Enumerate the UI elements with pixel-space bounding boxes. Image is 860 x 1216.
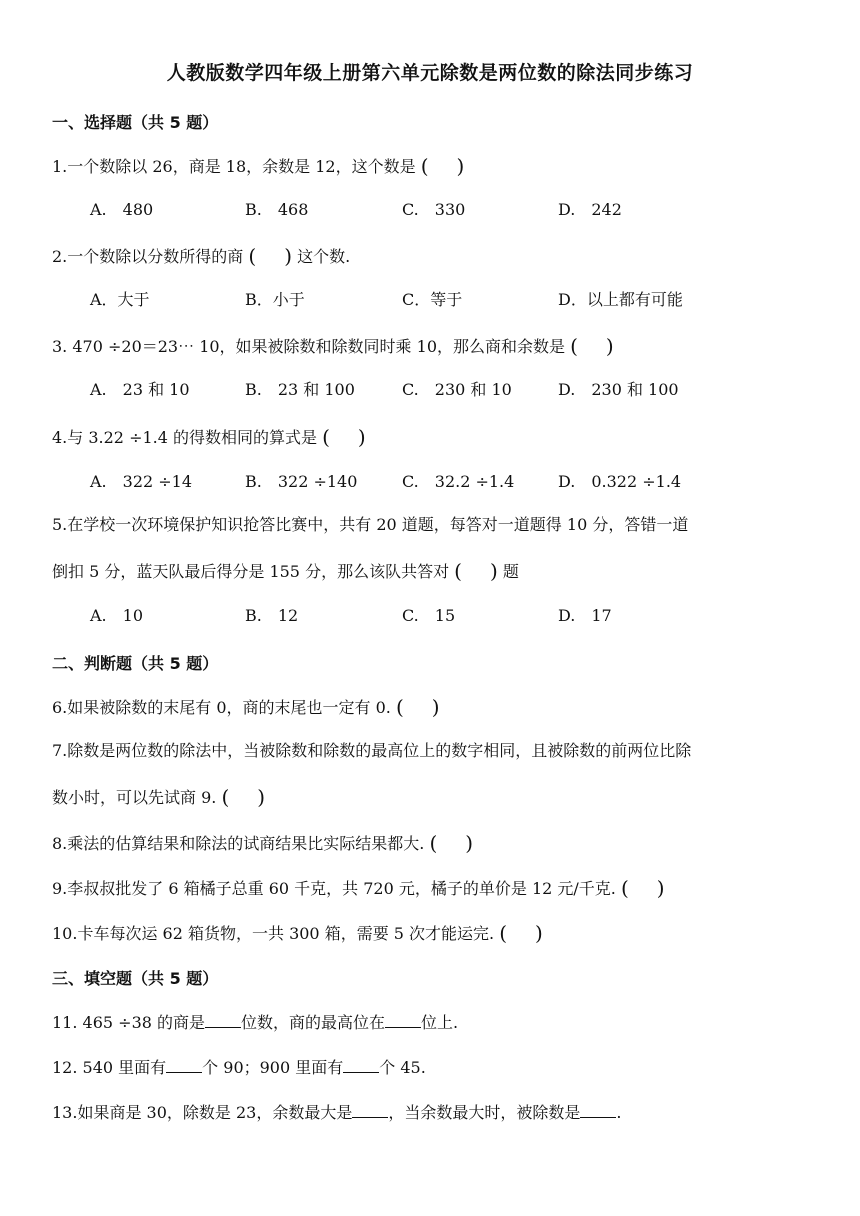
question-4: 4.与 3.22 ÷1.4 的得数相同的算式是 ( ) <box>52 425 366 449</box>
option-b[interactable]: B. 23 和 100 <box>245 380 355 399</box>
option-c[interactable]: C. 330 <box>402 200 466 219</box>
option-b[interactable]: B．小于 <box>245 290 305 309</box>
question-7-line-2: 数小时，可以先试商 9. ( ) <box>52 785 266 809</box>
question-7-line-1: 7.除数是两位数的除法中，当被除数和除数的最高位上的数字相同，且被除数的前两位比除 <box>52 741 692 760</box>
question-5-line-1: 5.在学校一次环境保护知识抢答比赛中，共有 20 道题，每答对一道题得 10 分，答错一道 <box>52 515 689 534</box>
answer-blank[interactable] <box>580 1103 616 1118</box>
option-b[interactable]: B. 12 <box>245 606 299 625</box>
option-c[interactable]: C．等于 <box>402 290 463 309</box>
question-1: 1.一个数除以 26，商是 18，余数是 12，这个数是 ( ) <box>52 154 465 178</box>
question-6: 6.如果被除数的末尾有 0，商的末尾也一定有 0. ( ) <box>52 695 440 719</box>
option-a[interactable]: A. 10 <box>90 606 143 625</box>
option-c[interactable]: C. 32.2 ÷1.4 <box>402 472 515 491</box>
question-3: 3. 470 ÷20＝23⋯ 10，如果被除数和除数同时乘 10，那么商和余数是 ( ) <box>52 334 614 358</box>
option-d[interactable]: D. 17 <box>558 606 612 625</box>
section-judgement: 二、判断题（共 5 题） <box>52 654 219 673</box>
question-10: 10.卡车每次运 62 箱货物，一共 300 箱，需要 5 次才能运完. ( ) <box>52 921 543 945</box>
option-a[interactable]: A. 23 和 10 <box>90 380 190 399</box>
option-d[interactable]: D. 230 和 100 <box>558 380 679 399</box>
question-11: 11. 465 ÷38 的商是 位数，商的最高位在 位上. <box>52 1013 459 1032</box>
option-a[interactable]: A．大于 <box>90 290 150 309</box>
answer-blank[interactable] <box>352 1103 388 1118</box>
option-d[interactable]: D．以上都有可能 <box>558 290 683 309</box>
option-b[interactable]: B. 322 ÷140 <box>245 472 358 491</box>
option-d[interactable]: D. 242 <box>558 200 622 219</box>
section-fill-in: 三、填空题（共 5 题） <box>52 969 219 988</box>
option-a[interactable]: A. 322 ÷14 <box>90 472 193 491</box>
question-13: 13.如果商是 30，除数是 23，余数最大是 ，当余数最大时，被除数是 . <box>52 1103 622 1122</box>
question-5-line-2: 倒扣 5 分，蓝天队最后得分是 155 分，那么该队共答对 ( ) 题 <box>52 559 519 583</box>
question-9: 9.李叔叔批发了 6 箱橘子总重 60 千克，共 720 元，橘子的单价是 12 元/千克. ( ) <box>52 876 665 900</box>
answer-blank[interactable] <box>205 1013 241 1028</box>
answer-blank[interactable] <box>343 1058 379 1073</box>
question-12: 12. 540 里面有 个 90；900 里面有 个 45. <box>52 1058 426 1077</box>
option-c[interactable]: C. 230 和 10 <box>402 380 512 399</box>
option-a[interactable]: A. 480 <box>90 200 154 219</box>
page-title: 人教版数学四年级上册第六单元除数是两位数的除法同步练习 <box>166 62 694 84</box>
section-choice: 一、选择题（共 5 题） <box>52 113 219 132</box>
question-2: 2.一个数除以分数所得的商 ( ) 这个数. <box>52 244 351 268</box>
question-8: 8.乘法的估算结果和除法的试商结果比实际结果都大. ( ) <box>52 831 474 855</box>
option-c[interactable]: C. 15 <box>402 606 456 625</box>
option-d[interactable]: D. 0.322 ÷1.4 <box>558 472 682 491</box>
option-b[interactable]: B. 468 <box>245 200 309 219</box>
answer-blank[interactable] <box>385 1013 421 1028</box>
answer-blank[interactable] <box>166 1058 202 1073</box>
